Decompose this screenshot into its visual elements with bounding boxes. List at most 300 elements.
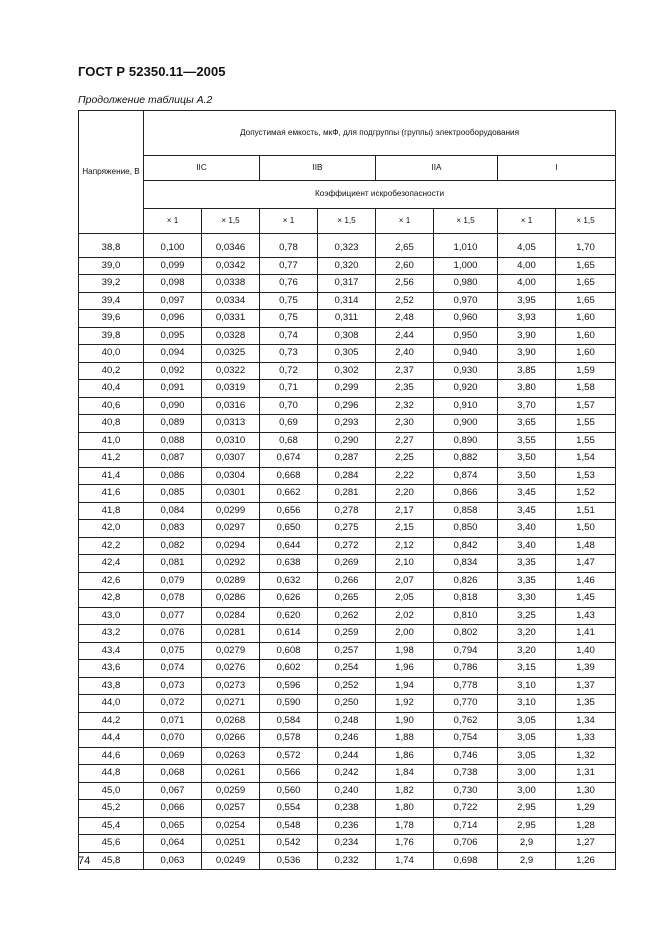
capacitance-cell: 0,890 — [434, 432, 498, 450]
capacitance-cell: 0,095 — [144, 327, 202, 345]
voltage-cell: 44,8 — [79, 765, 144, 783]
capacitance-cell: 0,882 — [434, 450, 498, 468]
capacitance-cell: 1,47 — [556, 555, 616, 573]
capacitance-cell: 3,65 — [498, 415, 556, 433]
capacitance-cell: 0,560 — [260, 782, 318, 800]
capacitance-cell: 2,17 — [376, 502, 434, 520]
capacitance-cell: 0,826 — [434, 572, 498, 590]
capacitance-cell: 1,92 — [376, 695, 434, 713]
capacitance-cell: 0,0263 — [202, 747, 260, 765]
capacitance-cell: 1,96 — [376, 660, 434, 678]
capacitance-cell: 1,74 — [376, 852, 434, 870]
voltage-cell: 43,8 — [79, 677, 144, 695]
table-row — [79, 292, 616, 310]
capacitance-cell: 0,0286 — [202, 590, 260, 608]
capacitance-cell: 1,34 — [556, 712, 616, 730]
factor-header: × 1,5 — [202, 209, 260, 234]
factor-header: × 1 — [260, 209, 318, 234]
capacitance-cell: 2,20 — [376, 485, 434, 503]
capacitance-cell: 0,269 — [318, 555, 376, 573]
table-row — [79, 380, 616, 398]
table-row — [79, 607, 616, 625]
voltage-cell: 45,0 — [79, 782, 144, 800]
capacitance-cell: 0,314 — [318, 292, 376, 310]
table-row — [79, 397, 616, 415]
table-row — [79, 362, 616, 380]
capacitance-cell: 0,0259 — [202, 782, 260, 800]
table-header — [79, 111, 616, 234]
capacitance-cell: 0,0297 — [202, 520, 260, 538]
voltage-cell: 39,0 — [79, 257, 144, 275]
capacitance-cell: 0,0249 — [202, 852, 260, 870]
voltage-cell: 45,6 — [79, 835, 144, 853]
capacitance-cell: 0,265 — [318, 590, 376, 608]
capacitance-cell: 0,566 — [260, 765, 318, 783]
capacitance-cell: 0,0322 — [202, 362, 260, 380]
capacitance-cell: 0,0310 — [202, 432, 260, 450]
table-row — [79, 695, 616, 713]
voltage-cell: 44,6 — [79, 747, 144, 765]
capacitance-cell: 0,246 — [318, 730, 376, 748]
capacitance-cell: 1,54 — [556, 450, 616, 468]
capacitance-cell: 0,0261 — [202, 765, 260, 783]
capacitance-cell: 3,70 — [498, 397, 556, 415]
capacitance-cell: 1,32 — [556, 747, 616, 765]
capacitance-cell: 0,096 — [144, 310, 202, 328]
capacitance-cell: 0,305 — [318, 345, 376, 363]
capacitance-cell: 0,960 — [434, 310, 498, 328]
capacitance-cell: 3,93 — [498, 310, 556, 328]
capacitance-cell: 1,53 — [556, 467, 616, 485]
capacitance-cell: 0,086 — [144, 467, 202, 485]
voltage-cell: 43,2 — [79, 625, 144, 643]
capacitance-cell: 0,650 — [260, 520, 318, 538]
capacitance-cell: 0,970 — [434, 292, 498, 310]
capacitance-cell: 0,0307 — [202, 450, 260, 468]
capacitance-cell: 0,072 — [144, 695, 202, 713]
capacitance-cell: 0,0279 — [202, 642, 260, 660]
table-row — [79, 800, 616, 818]
capacitance-cell: 2,25 — [376, 450, 434, 468]
capacitance-cell: 0,079 — [144, 572, 202, 590]
table-row — [79, 467, 616, 485]
table-row — [79, 310, 616, 328]
capacitance-cell: 1,65 — [556, 257, 616, 275]
capacitance-cell: 0,644 — [260, 537, 318, 555]
capacitance-cell: 1,51 — [556, 502, 616, 520]
capacitance-cell: 1,48 — [556, 537, 616, 555]
capacitance-cell: 1,40 — [556, 642, 616, 660]
capacitance-cell: 2,44 — [376, 327, 434, 345]
capacitance-cell: 2,02 — [376, 607, 434, 625]
capacitance-cell: 0,70 — [260, 397, 318, 415]
capacitance-cell: 0,0257 — [202, 800, 260, 818]
capacitance-cell: 0,668 — [260, 467, 318, 485]
capacitance-cell: 2,27 — [376, 432, 434, 450]
table-row — [79, 415, 616, 433]
capacitance-cell: 1,52 — [556, 485, 616, 503]
voltage-cell: 40,4 — [79, 380, 144, 398]
capacitance-cell: 0,542 — [260, 835, 318, 853]
capacitance-cell: 0,278 — [318, 502, 376, 520]
capacitance-cell: 1,78 — [376, 817, 434, 835]
capacitance-cell: 1,57 — [556, 397, 616, 415]
capacitance-cell: 3,90 — [498, 327, 556, 345]
capacitance-cell: 1,84 — [376, 765, 434, 783]
capacitance-cell: 0,69 — [260, 415, 318, 433]
capacitance-cell: 0,656 — [260, 502, 318, 520]
capacitance-cell: 0,754 — [434, 730, 498, 748]
table-row — [79, 275, 616, 293]
capacitance-cell: 1,30 — [556, 782, 616, 800]
capacitance-cell: 0,084 — [144, 502, 202, 520]
capacitance-cell: 1,55 — [556, 415, 616, 433]
table-row — [79, 747, 616, 765]
capacitance-header: Допустимая емкость, мкФ, для подгруппы (группы) электрооборудования — [144, 111, 616, 156]
table-row — [79, 432, 616, 450]
capacitance-cell: 0,900 — [434, 415, 498, 433]
capacitance-cell: 3,90 — [498, 345, 556, 363]
capacitance-cell: 1,60 — [556, 345, 616, 363]
capacitance-cell: 0,698 — [434, 852, 498, 870]
capacitance-cell: 2,32 — [376, 397, 434, 415]
table-row — [79, 852, 616, 870]
capacitance-cell: 1,010 — [434, 234, 498, 258]
capacitance-cell: 0,0304 — [202, 467, 260, 485]
capacitance-cell: 0,0276 — [202, 660, 260, 678]
capacitance-cell: 2,00 — [376, 625, 434, 643]
capacitance-cell: 0,0342 — [202, 257, 260, 275]
capacitance-cell: 0,091 — [144, 380, 202, 398]
page-number: 74 — [78, 855, 91, 867]
table-row — [79, 730, 616, 748]
capacitance-cell: 2,12 — [376, 537, 434, 555]
capacitance-cell: 0,0284 — [202, 607, 260, 625]
capacitance-cell: 0,252 — [318, 677, 376, 695]
capacitance-cell: 0,094 — [144, 345, 202, 363]
capacitance-cell: 2,30 — [376, 415, 434, 433]
capacitance-table — [78, 110, 616, 870]
table-row — [79, 677, 616, 695]
voltage-cell: 41,2 — [79, 450, 144, 468]
capacitance-cell: 0,0266 — [202, 730, 260, 748]
capacitance-cell: 0,240 — [318, 782, 376, 800]
capacitance-cell: 0,097 — [144, 292, 202, 310]
capacitance-cell: 3,95 — [498, 292, 556, 310]
capacitance-cell: 0,590 — [260, 695, 318, 713]
capacitance-cell: 0,920 — [434, 380, 498, 398]
capacitance-cell: 1,41 — [556, 625, 616, 643]
capacitance-cell: 0,0289 — [202, 572, 260, 590]
voltage-column-header: Напряжение, В — [79, 111, 144, 234]
capacitance-cell: 0,706 — [434, 835, 498, 853]
voltage-cell: 41,6 — [79, 485, 144, 503]
capacitance-cell: 0,085 — [144, 485, 202, 503]
capacitance-cell: 4,05 — [498, 234, 556, 258]
capacitance-cell: 0,077 — [144, 607, 202, 625]
factor-header: × 1 — [376, 209, 434, 234]
capacitance-cell: 0,242 — [318, 765, 376, 783]
capacitance-cell: 1,35 — [556, 695, 616, 713]
capacitance-cell: 0,578 — [260, 730, 318, 748]
table-row — [79, 590, 616, 608]
capacitance-cell: 0,244 — [318, 747, 376, 765]
capacitance-cell: 0,930 — [434, 362, 498, 380]
capacitance-cell: 0,070 — [144, 730, 202, 748]
table-row — [79, 555, 616, 573]
capacitance-cell: 0,0328 — [202, 327, 260, 345]
capacitance-cell: 0,874 — [434, 467, 498, 485]
capacitance-cell: 0,088 — [144, 432, 202, 450]
capacitance-cell: 3,15 — [498, 660, 556, 678]
capacitance-cell: 4,00 — [498, 257, 556, 275]
capacitance-cell: 0,064 — [144, 835, 202, 853]
capacitance-cell: 0,098 — [144, 275, 202, 293]
capacitance-cell: 1,58 — [556, 380, 616, 398]
table-row — [79, 625, 616, 643]
table-row — [79, 782, 616, 800]
capacitance-cell: 0,602 — [260, 660, 318, 678]
coefficient-header: Коэффициент искробезопасности — [144, 181, 616, 209]
capacitance-cell: 0,910 — [434, 397, 498, 415]
capacitance-cell: 0,78 — [260, 234, 318, 258]
capacitance-cell: 0,074 — [144, 660, 202, 678]
capacitance-cell: 0,584 — [260, 712, 318, 730]
capacitance-cell: 0,257 — [318, 642, 376, 660]
capacitance-cell: 2,22 — [376, 467, 434, 485]
document-title: ГОСТ Р 52350.11—2005 — [78, 64, 226, 79]
group-header-iia: IIA — [376, 156, 498, 181]
capacitance-cell: 1,94 — [376, 677, 434, 695]
capacitance-cell: 0,778 — [434, 677, 498, 695]
capacitance-cell: 1,59 — [556, 362, 616, 380]
voltage-cell: 41,0 — [79, 432, 144, 450]
capacitance-cell: 3,00 — [498, 765, 556, 783]
capacitance-cell: 0,0313 — [202, 415, 260, 433]
table-row — [79, 537, 616, 555]
capacitance-cell: 0,638 — [260, 555, 318, 573]
voltage-cell: 42,4 — [79, 555, 144, 573]
capacitance-cell: 2,15 — [376, 520, 434, 538]
capacitance-cell: 0,0294 — [202, 537, 260, 555]
capacitance-cell: 0,266 — [318, 572, 376, 590]
capacitance-cell: 3,50 — [498, 467, 556, 485]
capacitance-cell: 1,45 — [556, 590, 616, 608]
capacitance-cell: 0,275 — [318, 520, 376, 538]
factor-header: × 1 — [144, 209, 202, 234]
capacitance-cell: 0,299 — [318, 380, 376, 398]
capacitance-cell: 1,27 — [556, 835, 616, 853]
capacitance-cell: 0,063 — [144, 852, 202, 870]
capacitance-cell: 0,810 — [434, 607, 498, 625]
capacitance-cell: 2,10 — [376, 555, 434, 573]
voltage-cell: 40,6 — [79, 397, 144, 415]
capacitance-cell: 2,65 — [376, 234, 434, 258]
capacitance-cell: 4,00 — [498, 275, 556, 293]
voltage-cell: 39,2 — [79, 275, 144, 293]
capacitance-cell: 1,82 — [376, 782, 434, 800]
voltage-cell: 45,8 — [79, 852, 144, 870]
table-row — [79, 642, 616, 660]
capacitance-cell: 0,858 — [434, 502, 498, 520]
capacitance-cell: 0,067 — [144, 782, 202, 800]
capacitance-cell: 0,092 — [144, 362, 202, 380]
capacitance-cell: 0,794 — [434, 642, 498, 660]
voltage-cell: 43,0 — [79, 607, 144, 625]
capacitance-cell: 1,76 — [376, 835, 434, 853]
capacitance-cell: 0,746 — [434, 747, 498, 765]
capacitance-cell: 0,0271 — [202, 695, 260, 713]
capacitance-cell: 3,45 — [498, 485, 556, 503]
capacitance-cell: 0,069 — [144, 747, 202, 765]
capacitance-cell: 0,234 — [318, 835, 376, 853]
capacitance-cell: 2,60 — [376, 257, 434, 275]
capacitance-cell: 2,56 — [376, 275, 434, 293]
table-row — [79, 817, 616, 835]
table-row — [79, 327, 616, 345]
capacitance-cell: 3,00 — [498, 782, 556, 800]
capacitance-cell: 0,0316 — [202, 397, 260, 415]
capacitance-cell: 0,596 — [260, 677, 318, 695]
capacitance-cell: 3,10 — [498, 695, 556, 713]
capacitance-cell: 1,31 — [556, 765, 616, 783]
capacitance-cell: 3,35 — [498, 555, 556, 573]
voltage-cell: 41,8 — [79, 502, 144, 520]
capacitance-cell: 0,078 — [144, 590, 202, 608]
capacitance-cell: 0,674 — [260, 450, 318, 468]
capacitance-cell: 3,10 — [498, 677, 556, 695]
factor-header: × 1,5 — [434, 209, 498, 234]
table-row — [79, 257, 616, 275]
voltage-cell: 38,8 — [79, 234, 144, 258]
voltage-cell: 43,6 — [79, 660, 144, 678]
capacitance-cell: 3,40 — [498, 537, 556, 555]
capacitance-cell: 0,293 — [318, 415, 376, 433]
group-header-iic: IIC — [144, 156, 260, 181]
capacitance-cell: 0,818 — [434, 590, 498, 608]
capacitance-cell: 2,95 — [498, 817, 556, 835]
capacitance-cell: 0,75 — [260, 292, 318, 310]
capacitance-cell: 0,554 — [260, 800, 318, 818]
voltage-cell: 42,6 — [79, 572, 144, 590]
capacitance-cell: 2,35 — [376, 380, 434, 398]
capacitance-cell: 0,714 — [434, 817, 498, 835]
capacitance-cell: 0,068 — [144, 765, 202, 783]
capacitance-cell: 0,614 — [260, 625, 318, 643]
capacitance-cell: 0,0281 — [202, 625, 260, 643]
capacitance-cell: 1,80 — [376, 800, 434, 818]
capacitance-cell: 0,0325 — [202, 345, 260, 363]
capacitance-cell: 0,073 — [144, 677, 202, 695]
capacitance-cell: 3,45 — [498, 502, 556, 520]
capacitance-cell: 0,065 — [144, 817, 202, 835]
group-header-iib: IIB — [260, 156, 376, 181]
capacitance-cell: 3,80 — [498, 380, 556, 398]
capacitance-cell: 0,786 — [434, 660, 498, 678]
capacitance-cell: 3,25 — [498, 607, 556, 625]
capacitance-cell: 0,738 — [434, 765, 498, 783]
capacitance-cell: 0,802 — [434, 625, 498, 643]
capacitance-cell: 0,0254 — [202, 817, 260, 835]
capacitance-cell: 0,099 — [144, 257, 202, 275]
capacitance-cell: 0,77 — [260, 257, 318, 275]
capacitance-cell: 0,0301 — [202, 485, 260, 503]
capacitance-cell: 1,50 — [556, 520, 616, 538]
capacitance-cell: 2,9 — [498, 835, 556, 853]
capacitance-cell: 3,05 — [498, 747, 556, 765]
voltage-cell: 41,4 — [79, 467, 144, 485]
capacitance-cell: 0,287 — [318, 450, 376, 468]
capacitance-cell: 1,39 — [556, 660, 616, 678]
voltage-cell: 39,8 — [79, 327, 144, 345]
capacitance-cell: 0,0319 — [202, 380, 260, 398]
table-row — [79, 485, 616, 503]
capacitance-cell: 0,290 — [318, 432, 376, 450]
capacitance-cell: 2,37 — [376, 362, 434, 380]
capacitance-cell: 0,662 — [260, 485, 318, 503]
capacitance-cell: 0,236 — [318, 817, 376, 835]
capacitance-cell: 0,548 — [260, 817, 318, 835]
capacitance-cell: 3,85 — [498, 362, 556, 380]
capacitance-cell: 0,308 — [318, 327, 376, 345]
voltage-cell: 40,2 — [79, 362, 144, 380]
capacitance-cell: 0,259 — [318, 625, 376, 643]
voltage-cell: 43,4 — [79, 642, 144, 660]
capacitance-cell: 0,081 — [144, 555, 202, 573]
capacitance-cell: 1,88 — [376, 730, 434, 748]
voltage-cell: 40,8 — [79, 415, 144, 433]
factor-header: × 1,5 — [318, 209, 376, 234]
voltage-cell: 42,0 — [79, 520, 144, 538]
capacitance-cell: 0,075 — [144, 642, 202, 660]
voltage-cell: 44,2 — [79, 712, 144, 730]
capacitance-cell: 3,30 — [498, 590, 556, 608]
capacitance-cell: 0,730 — [434, 782, 498, 800]
capacitance-cell: 0,0292 — [202, 555, 260, 573]
capacitance-cell: 0,75 — [260, 310, 318, 328]
capacitance-cell: 1,46 — [556, 572, 616, 590]
capacitance-cell: 0,536 — [260, 852, 318, 870]
capacitance-cell: 1,70 — [556, 234, 616, 258]
capacitance-cell: 1,33 — [556, 730, 616, 748]
capacitance-cell: 2,07 — [376, 572, 434, 590]
capacitance-cell: 0,940 — [434, 345, 498, 363]
capacitance-cell: 0,284 — [318, 467, 376, 485]
capacitance-cell: 0,850 — [434, 520, 498, 538]
table-row — [79, 712, 616, 730]
capacitance-cell: 0,076 — [144, 625, 202, 643]
capacitance-cell: 0,608 — [260, 642, 318, 660]
capacitance-cell: 0,317 — [318, 275, 376, 293]
capacitance-cell: 0,626 — [260, 590, 318, 608]
capacitance-cell: 0,632 — [260, 572, 318, 590]
voltage-cell: 44,0 — [79, 695, 144, 713]
table-row — [79, 502, 616, 520]
capacitance-cell: 3,50 — [498, 450, 556, 468]
capacitance-cell: 0,302 — [318, 362, 376, 380]
capacitance-cell: 0,232 — [318, 852, 376, 870]
capacitance-cell: 0,0251 — [202, 835, 260, 853]
capacitance-cell: 0,296 — [318, 397, 376, 415]
voltage-cell: 40,0 — [79, 345, 144, 363]
capacitance-cell: 3,40 — [498, 520, 556, 538]
capacitance-cell: 2,05 — [376, 590, 434, 608]
table-caption: Продолжение таблицы А.2 — [78, 94, 213, 106]
capacitance-cell: 2,95 — [498, 800, 556, 818]
capacitance-cell: 1,90 — [376, 712, 434, 730]
capacitance-cell: 0,066 — [144, 800, 202, 818]
capacitance-cell: 0,262 — [318, 607, 376, 625]
